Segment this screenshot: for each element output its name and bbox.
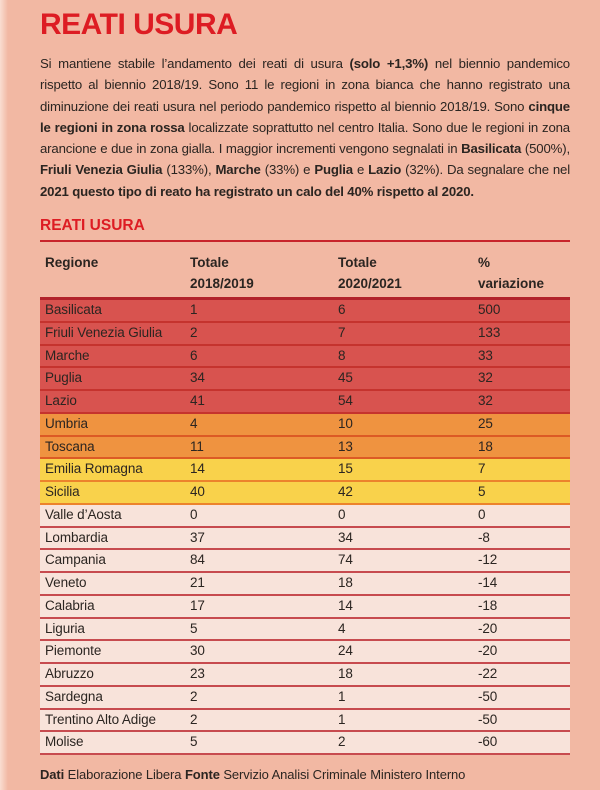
cell-totale-2018-2019: 0	[190, 506, 198, 522]
reati-usura-table	[40, 252, 570, 755]
cell-regione: Piemonte	[45, 643, 102, 659]
cell-regione: Calabria	[45, 597, 95, 613]
cell-totale-2020-2021: 13	[338, 438, 353, 454]
cell-regione: Veneto	[45, 575, 87, 591]
cell-totale-2018-2019: 40	[190, 484, 205, 500]
cell-totale-2020-2021: 6	[338, 302, 346, 318]
cell-regione: Friuli Venezia Giulia	[45, 324, 163, 340]
cell-totale-2020-2021: 74	[338, 552, 353, 568]
cell-totale-2018-2019: 17	[190, 597, 205, 613]
cell-totale-2018-2019: 2	[190, 688, 198, 704]
cell-totale-2018-2019: 11	[190, 438, 204, 454]
cell-regione: Puglia	[45, 370, 82, 386]
cell-totale-2020-2021: 24	[338, 643, 353, 659]
cell-totale-2018-2019: 2	[190, 324, 198, 340]
cell-totale-2020-2021: 2	[338, 734, 346, 750]
section-divider	[40, 240, 570, 242]
cell-totale-2018-2019: 37	[190, 529, 205, 545]
cell-regione: Campania	[45, 552, 106, 568]
cell-regione: Trentino Alto Adige	[45, 711, 156, 727]
table-row	[40, 732, 570, 755]
column-header-totale-2018-2019: Totale 2018/2019	[190, 255, 254, 292]
cell-totale-2018-2019: 23	[190, 666, 205, 682]
cell-totale-2020-2021: 18	[338, 666, 353, 682]
table-row	[40, 368, 570, 391]
cell-variazione: 25	[478, 415, 493, 431]
cell-totale-2020-2021: 7	[338, 324, 346, 340]
cell-variazione: -20	[478, 620, 498, 636]
table-row	[40, 710, 570, 733]
table-row	[40, 482, 570, 505]
table-row	[40, 323, 570, 346]
table-section-title: REATI USURA	[40, 217, 145, 235]
cell-variazione: 0	[478, 506, 486, 522]
page-title: REATI USURA	[40, 8, 238, 41]
cell-variazione: -18	[478, 597, 498, 613]
table-row	[40, 459, 570, 482]
table-row	[40, 619, 570, 642]
cell-totale-2020-2021: 1	[338, 688, 346, 704]
cell-regione: Umbria	[45, 415, 88, 431]
table-row	[40, 391, 570, 414]
cell-totale-2018-2019: 5	[190, 734, 198, 750]
table-row	[40, 414, 570, 437]
cell-regione: Liguria	[45, 620, 85, 636]
cell-totale-2018-2019: 5	[190, 620, 198, 636]
cell-variazione: 500	[478, 302, 501, 318]
intro-paragraph: Si mantiene stabile l’andamento dei reati di usura (solo +1,3%) nel biennio pandemico rispetto al biennio 2018/19. Sono 11 le regioni in zona bianca che hanno registrato una diminuzione dei reati usura nel periodo pandemico rispetto al biennio 2018/19. Sono cinque le regioni in zona rossa localizzate soprattutto nel centro Italia. Sono due le regioni in zona arancione e due in zona gialla. I maggior incrementi vengono segnalati in Basilicata (500%), Friuli Venezia Giulia (133%), Marche (33%) e Puglia e Lazio (32%). Da segnalare che nel 2021 questo tipo di reato ha registrato un calo del 40% rispetto al 2020.	[40, 56, 571, 199]
cell-regione: Emilia Romagna	[45, 461, 143, 477]
cell-variazione: -8	[478, 529, 490, 545]
column-header-regione: Regione	[45, 255, 99, 271]
cell-regione: Sardegna	[45, 688, 103, 704]
table-row	[40, 505, 570, 528]
cell-totale-2020-2021: 14	[338, 597, 353, 613]
cell-totale-2020-2021: 15	[338, 461, 353, 477]
cell-totale-2020-2021: 54	[338, 393, 353, 409]
table-row	[40, 550, 570, 573]
cell-variazione: -50	[478, 688, 498, 704]
cell-variazione: -20	[478, 643, 498, 659]
cell-variazione: 33	[478, 347, 493, 363]
cell-totale-2018-2019: 6	[190, 347, 198, 363]
cell-variazione: 5	[478, 484, 486, 500]
cell-totale-2018-2019: 14	[190, 461, 205, 477]
cell-totale-2018-2019: 30	[190, 643, 205, 659]
cell-totale-2020-2021: 18	[338, 575, 353, 591]
source-note: Dati Elaborazione Libera Fonte Servizio Analisi Criminale Ministero Interno	[40, 767, 466, 783]
table-row	[40, 300, 570, 323]
cell-variazione: -22	[478, 666, 498, 682]
cell-totale-2020-2021: 34	[338, 529, 353, 545]
table-row	[40, 596, 570, 619]
cell-variazione: 32	[478, 370, 493, 386]
cell-variazione: 133	[478, 324, 501, 340]
column-header-totale-2020-2021: Totale 2020/2021	[338, 255, 402, 292]
cell-totale-2018-2019: 41	[190, 393, 205, 409]
cell-variazione: -50	[478, 711, 498, 727]
table-row	[40, 687, 570, 710]
table-row	[40, 346, 570, 369]
cell-regione: Molise	[45, 734, 84, 750]
cell-totale-2020-2021: 8	[338, 347, 346, 363]
column-header-variazione: % variazione	[478, 255, 545, 292]
cell-totale-2018-2019: 84	[190, 552, 205, 568]
table-row	[40, 641, 570, 664]
cell-totale-2018-2019: 4	[190, 415, 198, 431]
cell-variazione: 32	[478, 393, 493, 409]
cell-regione: Valle d’Aosta	[45, 506, 122, 522]
cell-totale-2020-2021: 10	[338, 415, 353, 431]
table-row	[40, 437, 570, 460]
cell-totale-2020-2021: 42	[338, 484, 353, 500]
cell-totale-2018-2019: 1	[190, 302, 198, 318]
cell-totale-2018-2019: 2	[190, 711, 198, 727]
table-row	[40, 664, 570, 687]
cell-variazione: -60	[478, 734, 498, 750]
cell-totale-2018-2019: 21	[190, 575, 205, 591]
table-body	[40, 300, 570, 755]
cell-totale-2020-2021: 0	[338, 506, 346, 522]
table-row	[40, 573, 570, 596]
cell-regione: Abruzzo	[45, 666, 94, 682]
cell-regione: Sicilia	[45, 484, 80, 500]
table-header-row	[40, 252, 570, 300]
cell-variazione: -12	[478, 552, 498, 568]
cell-regione: Lombardia	[45, 529, 108, 545]
cell-totale-2018-2019: 34	[190, 370, 205, 386]
cell-regione: Basilicata	[45, 302, 102, 318]
cell-variazione: -14	[478, 575, 498, 591]
cell-variazione: 7	[478, 461, 486, 477]
cell-regione: Toscana	[45, 438, 95, 454]
table-row	[40, 528, 570, 551]
cell-totale-2020-2021: 4	[338, 620, 346, 636]
cell-regione: Lazio	[45, 393, 77, 409]
cell-variazione: 18	[478, 438, 493, 454]
cell-regione: Marche	[45, 347, 90, 363]
cell-totale-2020-2021: 1	[338, 711, 346, 727]
cell-totale-2020-2021: 45	[338, 370, 353, 386]
